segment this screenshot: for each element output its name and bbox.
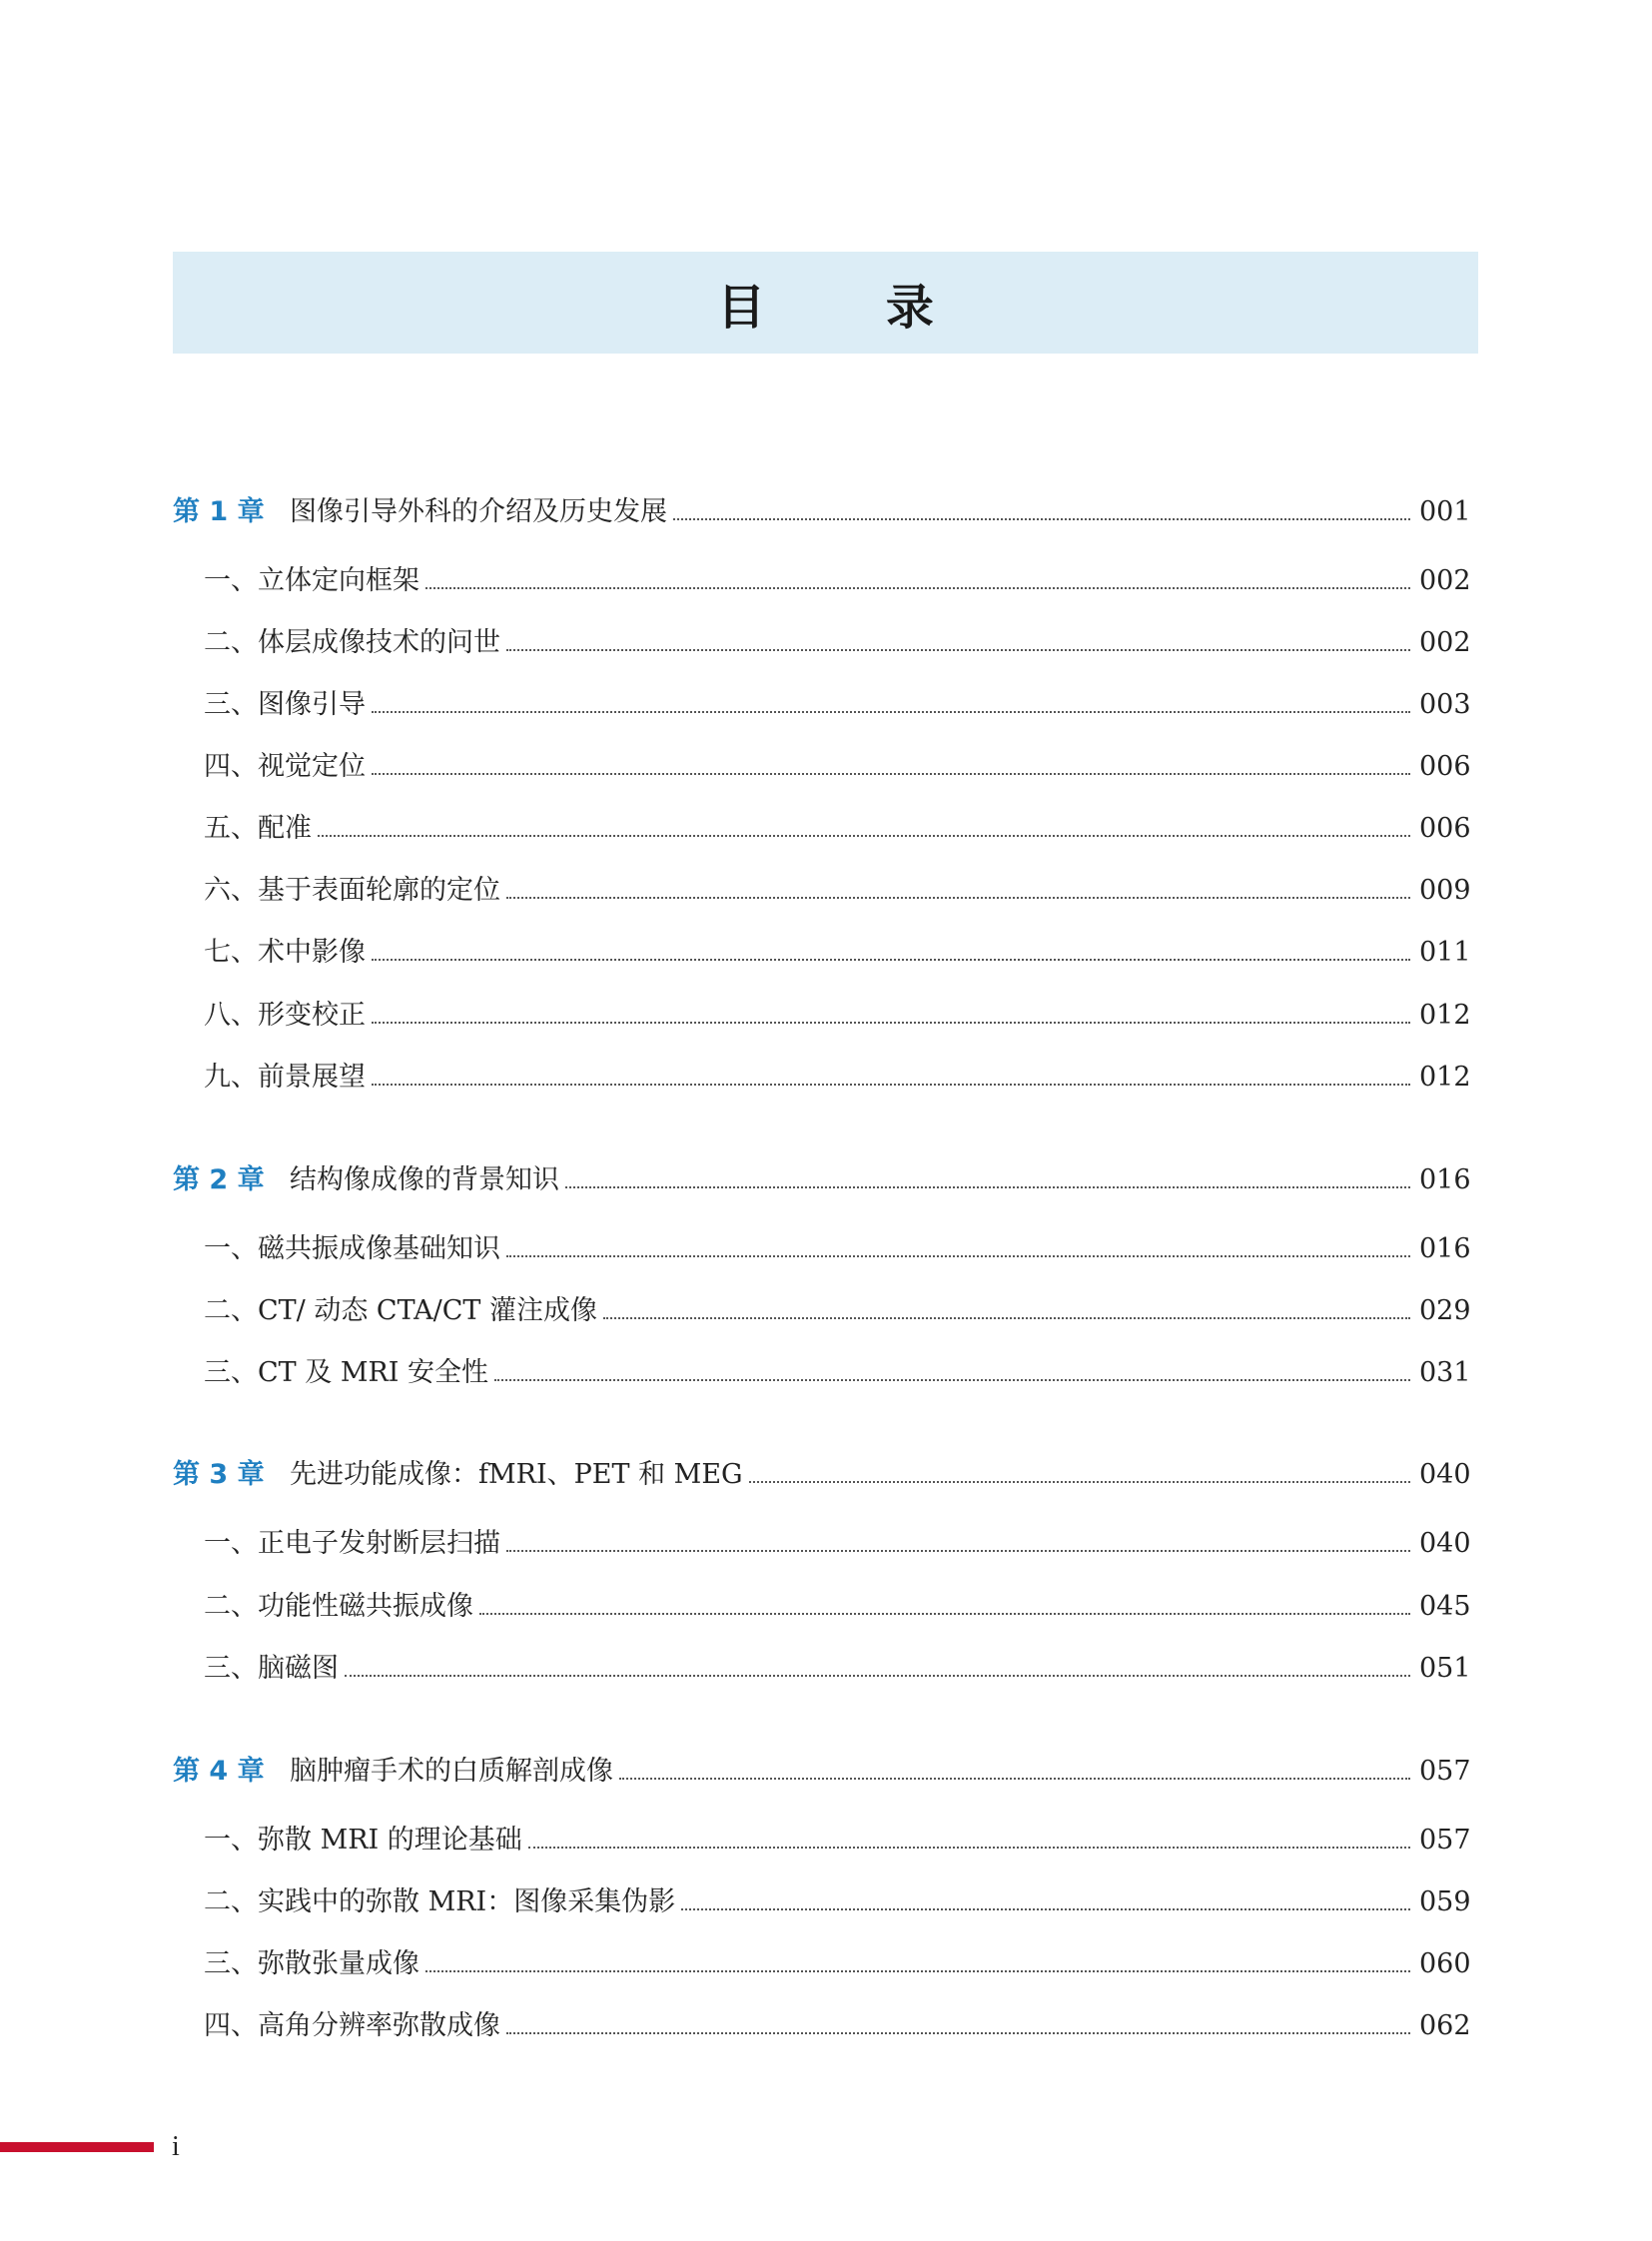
section-entry[interactable] xyxy=(0,1522,1652,1566)
dot-leader xyxy=(506,649,1410,651)
dot-leader xyxy=(749,1481,1410,1483)
dot-leader xyxy=(528,1847,1410,1849)
toc-title-band xyxy=(173,252,1478,354)
chapter-title: 结构像成像的背景知识 xyxy=(290,1164,559,1195)
section-title: 一、立体定向框架 xyxy=(204,565,419,596)
section-entry[interactable] xyxy=(0,807,1652,851)
page-ref: 001 xyxy=(1419,496,1471,527)
dot-leader xyxy=(425,1970,1410,1972)
section-entry[interactable] xyxy=(0,621,1652,665)
section-title: 一、弥散 MRI 的理论基础 xyxy=(204,1825,522,1856)
section-entry[interactable] xyxy=(0,683,1652,727)
dot-leader xyxy=(619,1778,1410,1780)
section-title: 五、配准 xyxy=(204,813,312,844)
section-title: 六、基于表面轮廓的定位 xyxy=(204,875,500,906)
page-ref: 060 xyxy=(1419,1948,1471,1979)
page-title: 目 录 xyxy=(717,279,986,336)
page-ref: 031 xyxy=(1419,1357,1471,1388)
page-ref: 040 xyxy=(1419,1528,1471,1559)
section-title: 三、脑磁图 xyxy=(204,1653,339,1684)
section-entry[interactable] xyxy=(0,559,1652,603)
dot-leader xyxy=(506,897,1410,899)
section-title: 九、前景展望 xyxy=(204,1062,366,1093)
dot-leader xyxy=(673,518,1410,520)
dot-leader xyxy=(372,711,1410,713)
section-entry[interactable] xyxy=(0,1942,1652,1986)
section-entry[interactable] xyxy=(0,1880,1652,1924)
section-title: 三、图像引导 xyxy=(204,689,366,720)
section-entry[interactable] xyxy=(0,1585,1652,1629)
section-entry[interactable] xyxy=(0,1819,1652,1863)
footer-accent-bar xyxy=(0,2142,154,2152)
section-entry[interactable] xyxy=(0,1647,1652,1691)
dot-leader xyxy=(494,1379,1410,1381)
dot-leader xyxy=(425,587,1410,589)
dot-leader xyxy=(506,2032,1410,2034)
chapter-title: 脑肿瘤手术的白质解剖成像 xyxy=(290,1756,613,1787)
page-ref: 009 xyxy=(1419,875,1471,906)
section-title: 二、CT/ 动态 CTA/CT 灌注成像 xyxy=(204,1295,597,1326)
section-title: 三、CT 及 MRI 安全性 xyxy=(204,1357,489,1388)
section-entry[interactable] xyxy=(0,745,1652,789)
section-entry[interactable] xyxy=(0,869,1652,913)
dot-leader xyxy=(506,1255,1410,1257)
chapter-title: 图像引导外科的介绍及历史发展 xyxy=(290,496,667,527)
page-ref: 003 xyxy=(1419,689,1471,720)
page-ref: 057 xyxy=(1419,1825,1471,1856)
dot-leader xyxy=(565,1186,1410,1188)
page-ref: 062 xyxy=(1419,2010,1471,2041)
chapter-title: 先进功能成像：fMRI、PET 和 MEG xyxy=(290,1459,743,1490)
section-entry[interactable] xyxy=(0,2004,1652,2048)
page-ref: 016 xyxy=(1419,1164,1471,1195)
page-ref: 012 xyxy=(1419,1062,1471,1093)
dot-leader xyxy=(681,1908,1410,1910)
page-ref: 002 xyxy=(1419,627,1471,658)
section-entry[interactable] xyxy=(0,994,1652,1038)
section-entry[interactable] xyxy=(0,1289,1652,1333)
dot-leader xyxy=(372,1084,1410,1086)
page-number: i xyxy=(172,2131,180,2162)
dot-leader xyxy=(318,835,1410,837)
chapter-entry[interactable] xyxy=(0,1750,1652,1794)
page-ref: 006 xyxy=(1419,813,1471,844)
dot-leader xyxy=(372,959,1410,961)
section-title: 二、功能性磁共振成像 xyxy=(204,1591,473,1622)
section-title: 二、实践中的弥散 MRI：图像采集伪影 xyxy=(204,1886,676,1917)
section-title: 二、体层成像技术的问世 xyxy=(204,627,500,658)
page-ref: 051 xyxy=(1419,1653,1471,1684)
chapter-label: 第 1 章 xyxy=(173,496,265,527)
dot-leader xyxy=(603,1317,1410,1319)
page-ref: 045 xyxy=(1419,1591,1471,1622)
dot-leader xyxy=(372,1022,1410,1024)
dot-leader xyxy=(479,1613,1410,1615)
chapter-entry[interactable] xyxy=(0,490,1652,534)
section-title: 八、形变校正 xyxy=(204,1000,366,1031)
chapter-entry[interactable] xyxy=(0,1158,1652,1202)
dot-leader xyxy=(372,773,1410,775)
chapter-entry[interactable] xyxy=(0,1453,1652,1497)
page-ref: 057 xyxy=(1419,1756,1471,1787)
dot-leader xyxy=(506,1550,1410,1552)
page-ref: 012 xyxy=(1419,1000,1471,1031)
chapter-label: 第 3 章 xyxy=(173,1459,265,1490)
dot-leader xyxy=(345,1675,1410,1677)
page-ref: 006 xyxy=(1419,751,1471,782)
page-ref: 011 xyxy=(1419,937,1471,968)
page-ref: 029 xyxy=(1419,1295,1471,1326)
page-ref: 002 xyxy=(1419,565,1471,596)
page-ref: 040 xyxy=(1419,1459,1471,1490)
section-entry[interactable] xyxy=(0,1056,1652,1100)
chapter-label: 第 2 章 xyxy=(173,1164,265,1195)
section-entry[interactable] xyxy=(0,1227,1652,1271)
section-title: 三、弥散张量成像 xyxy=(204,1948,419,1979)
section-entry[interactable] xyxy=(0,931,1652,975)
chapter-label: 第 4 章 xyxy=(173,1756,265,1787)
section-entry[interactable] xyxy=(0,1351,1652,1395)
page-ref: 059 xyxy=(1419,1886,1471,1917)
section-title: 四、高角分辨率弥散成像 xyxy=(204,2010,500,2041)
section-title: 四、视觉定位 xyxy=(204,751,366,782)
section-title: 一、磁共振成像基础知识 xyxy=(204,1233,500,1264)
page-ref: 016 xyxy=(1419,1233,1471,1264)
section-title: 一、正电子发射断层扫描 xyxy=(204,1528,500,1559)
section-title: 七、术中影像 xyxy=(204,937,366,968)
